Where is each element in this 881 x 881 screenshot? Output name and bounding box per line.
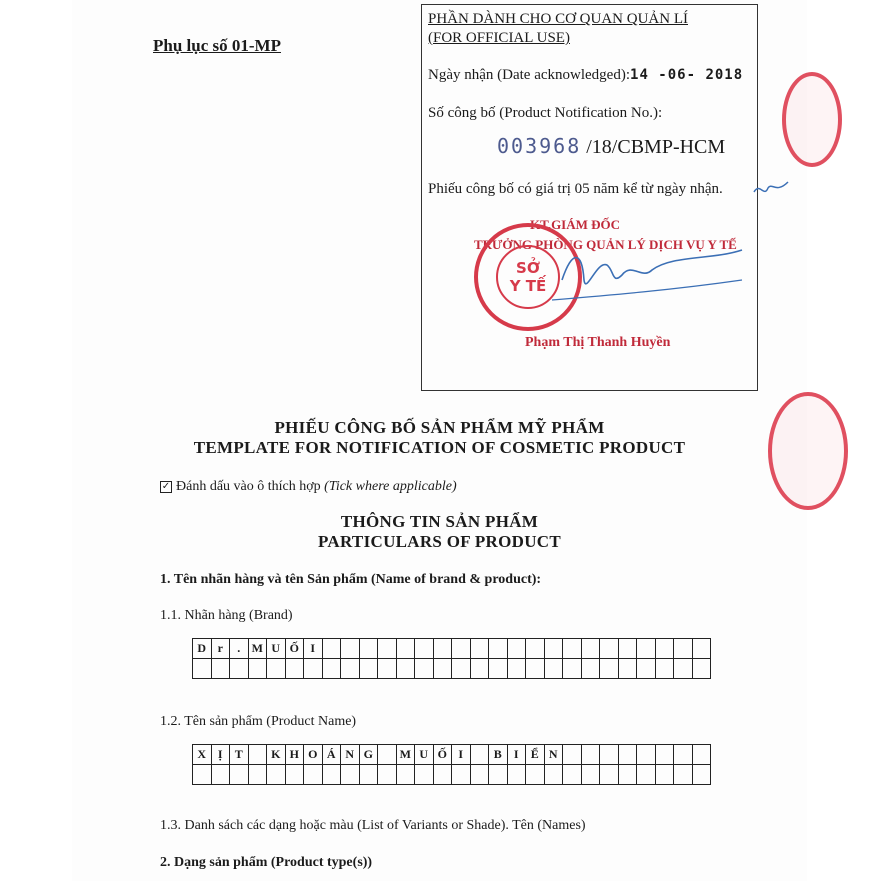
grid-cell xyxy=(230,765,249,785)
notification-number-stamped: 003968 xyxy=(497,134,582,158)
grid-cell: O xyxy=(304,745,323,765)
form-title-vi: PHIẾU CÔNG BỐ SẢN PHẨM MỸ PHẨM xyxy=(274,418,605,437)
grid-cell xyxy=(618,639,637,659)
grid-cell xyxy=(470,745,489,765)
seal-center: SỞ Y TẾ xyxy=(496,245,560,309)
side-stamp-top-icon xyxy=(782,72,842,167)
grid-cell xyxy=(489,639,508,659)
grid-cell xyxy=(433,659,452,679)
notification-number xyxy=(497,134,725,159)
form-title-en: TEMPLATE FOR NOTIFICATION OF COSMETIC PRODUCT xyxy=(193,438,686,457)
grid-cell xyxy=(470,639,489,659)
section-title-en: PARTICULARS OF PRODUCT xyxy=(317,532,562,551)
grid-cell xyxy=(600,745,619,765)
grid-cell: N xyxy=(341,745,360,765)
grid-cell xyxy=(452,659,471,679)
tick-instruction xyxy=(160,479,457,495)
checkbox-icon: ✓ xyxy=(161,480,171,492)
grid-cell xyxy=(452,639,471,659)
grid-cell xyxy=(692,659,711,679)
grid-cell xyxy=(637,765,656,785)
grid-cell: G xyxy=(359,745,378,765)
grid-cell: Ố xyxy=(285,639,304,659)
grid-cell xyxy=(470,659,489,679)
grid-cell: M xyxy=(248,639,267,659)
grid-cell xyxy=(359,765,378,785)
brand-grid xyxy=(192,638,711,679)
grid-cell: I xyxy=(507,745,526,765)
grid-cell xyxy=(618,765,637,785)
grid-cell: M xyxy=(396,745,415,765)
grid-cell xyxy=(322,659,341,679)
grid-cell xyxy=(378,765,397,785)
grid-cell: T xyxy=(230,745,249,765)
grid-cell: K xyxy=(267,745,286,765)
date-label: Ngày nhận (Date acknowledged): xyxy=(428,67,631,83)
grid-cell xyxy=(563,659,582,679)
brand-grid-row-filled xyxy=(193,639,711,659)
grid-cell xyxy=(267,659,286,679)
grid-cell: Ị xyxy=(211,745,230,765)
grid-cell: U xyxy=(415,745,434,765)
grid-cell xyxy=(563,639,582,659)
grid-cell xyxy=(674,765,693,785)
grid-cell xyxy=(193,765,212,785)
grid-cell xyxy=(248,745,267,765)
grid-cell xyxy=(304,659,323,679)
section-title-vi: THÔNG TIN SẢN PHẨM xyxy=(340,512,539,531)
date-acknowledged xyxy=(428,67,743,84)
product-name-grid xyxy=(192,744,711,785)
grid-cell xyxy=(341,765,360,785)
brand-grid-row-empty xyxy=(193,659,711,679)
grid-cell xyxy=(655,639,674,659)
grid-cell xyxy=(563,765,582,785)
grid-cell xyxy=(341,659,360,679)
grid-cell: I xyxy=(304,639,323,659)
grid-cell xyxy=(674,745,693,765)
grid-cell: H xyxy=(285,745,304,765)
grid-cell xyxy=(378,745,397,765)
grid-cell xyxy=(304,765,323,785)
grid-cell xyxy=(544,659,563,679)
grid-cell xyxy=(674,659,693,679)
grid-cell xyxy=(193,659,212,679)
tick-instruction-vi: Đánh dấu vào ô thích hợp xyxy=(176,479,321,494)
grid-cell xyxy=(267,765,286,785)
grid-cell xyxy=(285,659,304,679)
grid-cell xyxy=(507,659,526,679)
grid-cell: Ố xyxy=(433,745,452,765)
tick-instruction-en: (Tick where applicable) xyxy=(324,479,457,494)
grid-cell: X xyxy=(193,745,212,765)
grid-cell xyxy=(600,659,619,679)
grid-cell xyxy=(378,659,397,679)
item-1-1-label: 1.1. Nhãn hàng (Brand) xyxy=(160,608,293,623)
grid-cell xyxy=(415,659,434,679)
grid-cell xyxy=(637,659,656,679)
item-1-heading: 1. Tên nhãn hàng và tên Sản phẩm (Name of brand & product): xyxy=(160,572,542,587)
grid-cell: D xyxy=(193,639,212,659)
grid-cell xyxy=(507,765,526,785)
date-value: 14 -06- 2018 xyxy=(630,67,744,83)
official-header-vi: PHẦN DÀNH CHO CƠ QUAN QUẢN LÍ xyxy=(428,11,688,27)
validity-note: Phiếu công bố có giá trị 05 năm kể từ ngày nhận. xyxy=(428,181,723,197)
grid-cell xyxy=(581,745,600,765)
grid-cell xyxy=(507,639,526,659)
grid-cell xyxy=(637,639,656,659)
signer-name: Phạm Thị Thanh Huyền xyxy=(525,335,671,350)
grid-cell xyxy=(600,639,619,659)
grid-cell xyxy=(322,765,341,785)
grid-cell xyxy=(563,745,582,765)
grid-cell xyxy=(433,765,452,785)
grid-cell xyxy=(618,659,637,679)
grid-cell xyxy=(489,765,508,785)
grid-cell xyxy=(211,765,230,785)
grid-cell xyxy=(618,745,637,765)
grid-cell xyxy=(489,659,508,679)
grid-cell xyxy=(655,765,674,785)
grid-cell xyxy=(248,765,267,785)
grid-cell xyxy=(285,765,304,785)
grid-cell xyxy=(415,765,434,785)
grid-cell xyxy=(600,765,619,785)
grid-cell: r xyxy=(211,639,230,659)
grid-cell xyxy=(211,659,230,679)
grid-cell: . xyxy=(230,639,249,659)
grid-cell xyxy=(655,745,674,765)
grid-cell xyxy=(396,639,415,659)
grid-cell xyxy=(230,659,249,679)
grid-cell xyxy=(692,745,711,765)
product-grid-row-empty xyxy=(193,765,711,785)
grid-cell xyxy=(581,639,600,659)
annex-label: Phụ lục số 01-MP xyxy=(153,36,281,55)
grid-cell xyxy=(581,659,600,679)
initials-icon xyxy=(752,178,792,202)
grid-cell: Á xyxy=(322,745,341,765)
notification-number-suffix: /18/CBMP-HCM xyxy=(586,136,726,158)
grid-cell xyxy=(544,639,563,659)
grid-cell xyxy=(322,639,341,659)
official-use-box xyxy=(421,4,758,391)
grid-cell: I xyxy=(452,745,471,765)
grid-cell: Ể xyxy=(526,745,545,765)
signer-title-2: TRƯỞNG PHÒNG QUẢN LÝ DỊCH VỤ Y TẾ xyxy=(474,237,737,252)
grid-cell xyxy=(637,745,656,765)
item-2-heading: 2. Dạng sản phẩm (Product type(s)) xyxy=(160,855,373,870)
grid-cell xyxy=(415,639,434,659)
grid-cell: N xyxy=(544,745,563,765)
grid-cell xyxy=(526,659,545,679)
grid-cell xyxy=(341,639,360,659)
grid-cell: U xyxy=(267,639,286,659)
grid-cell xyxy=(526,765,545,785)
item-1-2-label: 1.2. Tên sản phẩm (Product Name) xyxy=(160,714,357,729)
signer-title-1: KT.GIÁM ĐỐC xyxy=(530,217,621,232)
grid-cell xyxy=(581,765,600,785)
item-1-3-label: 1.3. Danh sách các dạng hoặc màu (List of Variants or Shade). Tên (Names) xyxy=(160,818,586,833)
grid-cell xyxy=(470,765,489,785)
grid-cell xyxy=(396,659,415,679)
grid-cell xyxy=(544,765,563,785)
grid-cell xyxy=(396,765,415,785)
grid-cell xyxy=(433,639,452,659)
grid-cell: B xyxy=(489,745,508,765)
grid-cell xyxy=(526,639,545,659)
official-header-en: (FOR OFFICIAL USE) xyxy=(428,30,570,46)
product-grid-row-filled xyxy=(193,745,711,765)
grid-cell xyxy=(248,659,267,679)
notification-label: Số công bố (Product Notification No.): xyxy=(428,105,663,121)
grid-cell xyxy=(378,639,397,659)
grid-cell xyxy=(359,639,378,659)
grid-cell xyxy=(692,639,711,659)
grid-cell xyxy=(655,659,674,679)
grid-cell xyxy=(692,765,711,785)
signature-icon xyxy=(552,240,752,310)
grid-cell xyxy=(359,659,378,679)
grid-cell xyxy=(674,639,693,659)
grid-cell xyxy=(452,765,471,785)
